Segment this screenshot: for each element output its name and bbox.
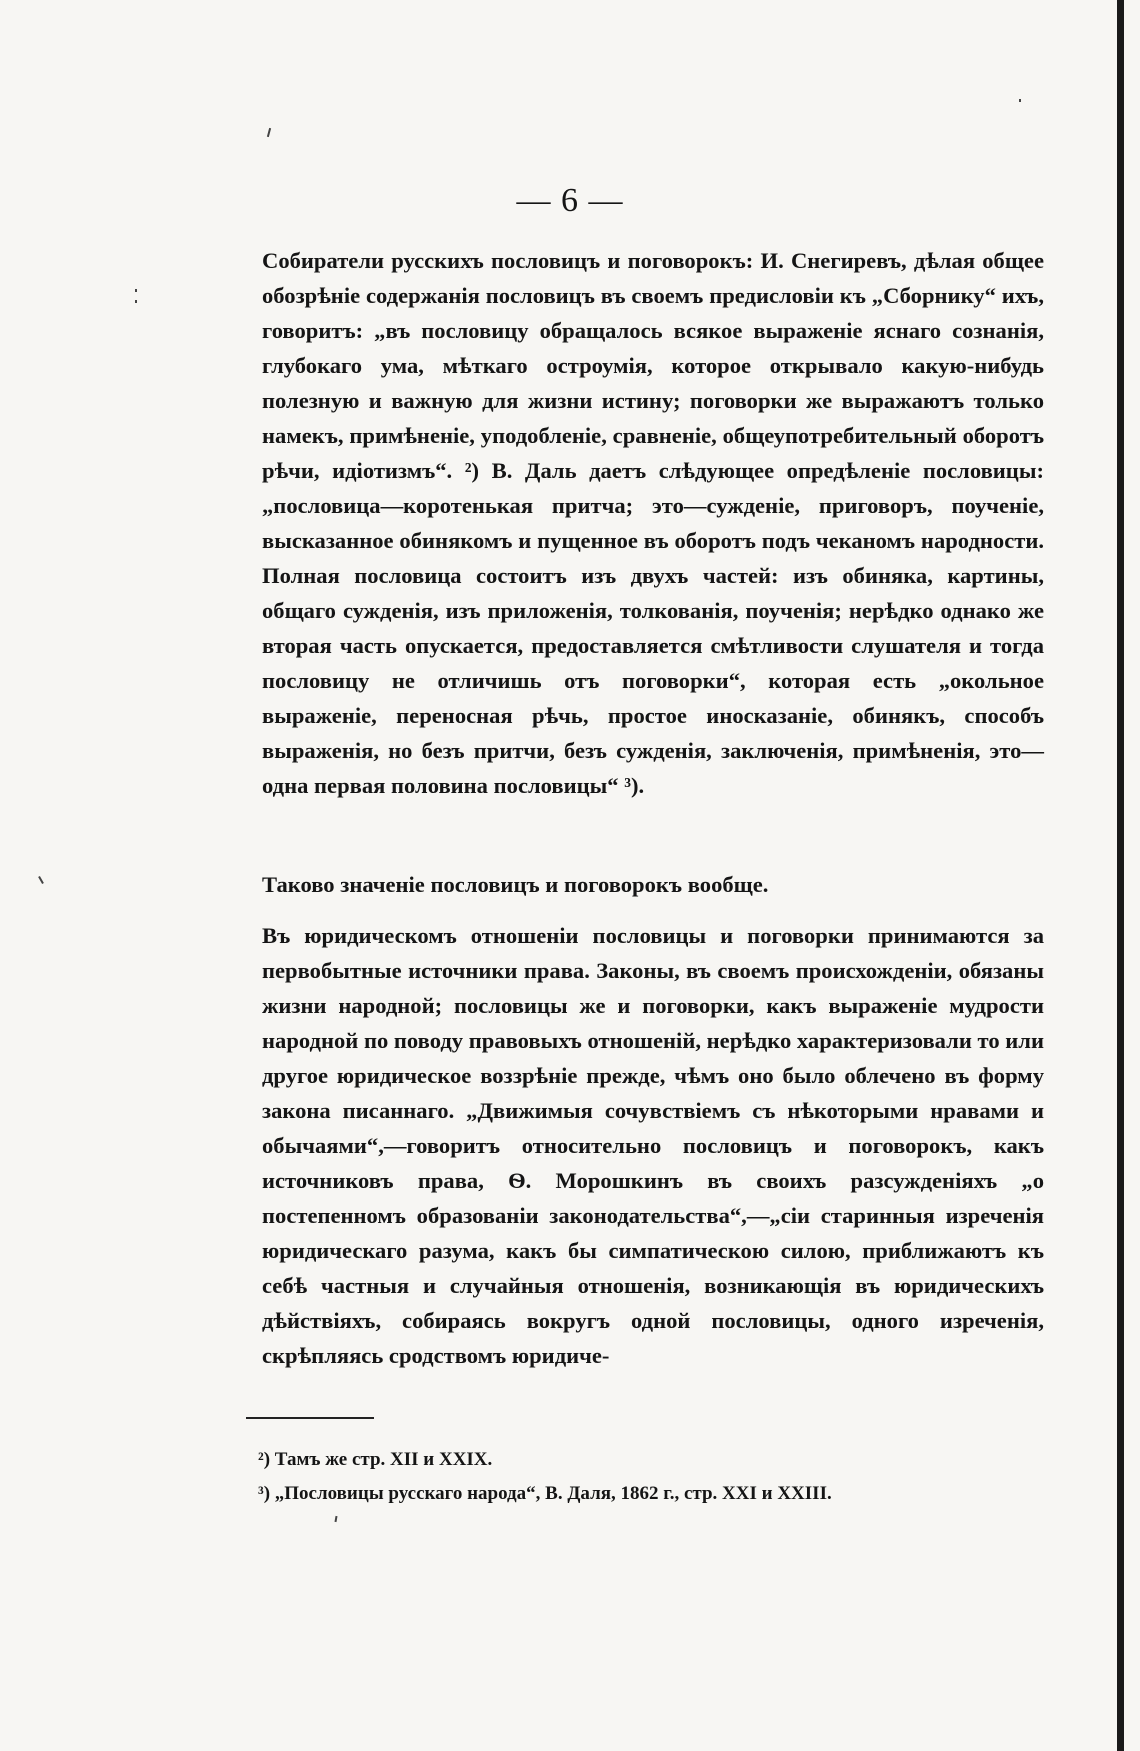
paragraph-summary [262,867,1044,902]
scan-speck [135,300,137,303]
scan-speck [334,1516,337,1522]
scan-speck [135,289,137,292]
page-number: — 6 — [516,182,624,219]
footnotes [258,1443,1058,1511]
footnote-divider [246,1417,374,1419]
paragraph-legal [262,918,1044,1373]
paragraph-text: Собиратели русскихъ пословицъ и поговорокъ: И. Снегиревъ, дѣлая общее обозрѣніе содержанія пословицъ въ своемъ предисловіи къ „Сборнику“ ихъ, говоритъ: „въ пословицу обращалось всякое выраженіе яснаго сознанія, глубокаго ума, мѣткаго остроумія, которое открывало какую-нибудь полезную и важную для жизни истину; поговорки же выражаютъ только намекъ, примѣненіе, уподобленіе, сравненіе, общеупотребительный оборотъ рѣчи, идіотизмъ“. ²) В. Даль даетъ слѣдующее опредѣленіе пословицы: „пословица—коротенькая притча; это—сужденіе, приговоръ, поученіе, высказанное обинякомъ и пущенное въ оборотъ подъ чеканомъ народности. Полная пословица состоитъ изъ двухъ частей: изъ обиняка, картины, общаго сужденія, изъ приложенія, толкованія, поученія; нерѣдко однако же вторая часть опускается, предоставляется смѣтливости слушателя и тогда пословицу не отличишь отъ поговорки“, которая есть „окольное выраженіе, переносная рѣчь, простое иносказаніе, обинякъ, способъ выраженія, но безъ притчи, безъ сужденія, заключенія, примѣненія, это—одна первая половина пословицы“ ³). [262,248,1044,798]
scan-speck [267,128,271,137]
scan-speck [1019,99,1021,102]
footnote-3: ³) „Пословицы русскаго народа“, В. Даля, 1862 г., стр. XXI и XXIII. [258,1483,832,1504]
scan-speck [38,876,44,884]
paragraph-text: Таково значеніе пословицъ и поговорокъ вообще. [262,872,769,897]
footnote-2: ²) Тамъ же стр. XII и XXIX. [258,1449,493,1470]
paragraph-definitions [262,243,1044,803]
paragraph-text: Въ юридическомъ отношеніи пословицы и поговорки принимаются за первобытные источники права. Законы, въ своемъ происхожденіи, обязаны жизни народной; пословицы же и поговорки, какъ выраженіе мудрости народной по поводу правовыхъ отношеній, нерѣдко характеризовали то или другое юридическое воззрѣніе прежде, чѣмъ оно было облечено въ форму закона писаннаго. „Движимыя сочувствіемъ съ нѣкоторыми нравами и обычаями“,—говоритъ относительно пословицъ и поговорокъ, какъ источниковъ права, Ѳ. Морошкинъ въ своихъ разсужденіяхъ „о постепенномъ образованіи законодательства“,—„сіи старинныя изреченія юридическаго разума, какъ бы симпатическою силою, приближаютъ къ себѣ частныя и случайныя отношенія, возникающія въ юридическихъ дѣйствіяхъ, собираясь вокругъ одной пословицы, одного изреченія, скрѣпляясь сродствомъ юридиче- [262,923,1044,1368]
scan-edge-bar [1117,0,1124,1751]
